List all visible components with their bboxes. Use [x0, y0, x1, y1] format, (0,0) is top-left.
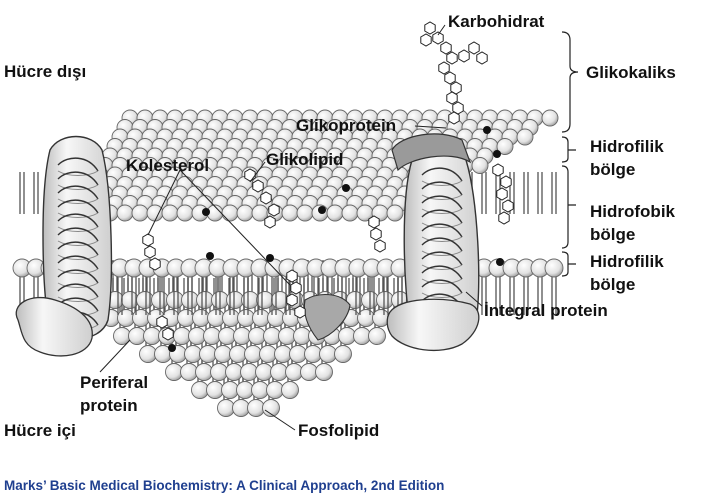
phospholipid-head — [226, 364, 243, 381]
phospholipid-head — [542, 110, 558, 126]
phospholipid-head — [200, 346, 217, 363]
phospholipid-head — [257, 292, 274, 309]
cholesterol-label: Kolesterol — [126, 156, 210, 175]
phospholipid-head — [237, 382, 254, 399]
phospholipid-head — [249, 328, 266, 345]
phospholipid-head — [241, 364, 258, 381]
phospholipid-head — [147, 205, 163, 221]
phospholipid-head — [279, 328, 296, 345]
phospholipid-head — [129, 328, 146, 345]
phospholipid-head — [282, 382, 299, 399]
phospholipid-head — [204, 328, 221, 345]
phospholipid-head — [275, 346, 292, 363]
phospholipid-head — [369, 328, 386, 345]
phospholipid-head — [248, 400, 265, 417]
phospholipid-head — [260, 346, 277, 363]
phospholipid-head — [282, 205, 298, 221]
dot-marker — [318, 206, 326, 214]
phospholipid-head — [335, 346, 352, 363]
phospholipid-head — [271, 364, 288, 381]
phospholipid-head — [237, 205, 253, 221]
glycolipid-label: Glikolipid — [266, 150, 344, 169]
phospholipid-head — [245, 346, 262, 363]
phospholipid-head — [182, 292, 199, 309]
phospholipid-head — [219, 328, 236, 345]
phospholipid-head — [144, 328, 161, 345]
phospholipid-head — [387, 205, 403, 221]
dot-marker — [342, 184, 350, 192]
phospholipid-head — [238, 310, 255, 327]
phospholipid-head — [140, 346, 157, 363]
phospholipid-head — [174, 328, 191, 345]
phospholipid-head — [162, 205, 178, 221]
phospholipid-head — [252, 382, 269, 399]
hydrophobic-label-line1: Hidrofobik — [590, 202, 675, 221]
phospholipid-head — [166, 364, 183, 381]
phospholipid-head — [193, 310, 210, 327]
phospholipid-head — [177, 205, 193, 221]
phospholipid-head — [297, 205, 313, 221]
dot-marker — [483, 126, 491, 134]
phospholipid-head — [305, 346, 322, 363]
phospholipid-head — [218, 400, 235, 417]
phospholipid-head — [230, 346, 247, 363]
phospholipid-head — [181, 364, 198, 381]
phospholipid-head — [301, 364, 318, 381]
hydrophilic-bottom-label-line2: bölge — [590, 275, 636, 294]
phospholipid-head — [233, 400, 250, 417]
phospholipid-head — [354, 328, 371, 345]
phospholipid-head — [132, 205, 148, 221]
phospholipid-head — [189, 328, 206, 345]
phospholipid-label: Fosfolipid — [298, 421, 380, 440]
dot-marker — [496, 258, 504, 266]
phospholipid-head — [117, 205, 133, 221]
glycoprotein-label: Glikoprotein — [296, 116, 397, 135]
source-caption: Marks’ Basic Medical Biochemistry: A Clinical Approach, 2nd Edition — [4, 478, 445, 493]
phospholipid-head — [545, 259, 563, 277]
phospholipid-head — [290, 346, 307, 363]
phospholipid-head — [377, 292, 394, 309]
phospholipid-head — [267, 382, 284, 399]
phospholipid-head — [185, 346, 202, 363]
phospholipid-head — [222, 382, 239, 399]
phospholipid-head — [167, 292, 184, 309]
phospholipid-head — [227, 292, 244, 309]
phospholipid-head — [211, 364, 228, 381]
phospholipid-head — [215, 346, 232, 363]
hydrophilic-top-label-line1: Hidrofilik — [590, 137, 664, 156]
phospholipid-head — [316, 364, 333, 381]
integral-protein-label: İntegral protein — [484, 301, 608, 320]
hydrophobic-label-line2: bölge — [590, 225, 636, 244]
phospholipid-head — [207, 382, 224, 399]
phospholipid-head — [234, 328, 251, 345]
carbohydrate-label: Karbohidrat — [448, 12, 545, 31]
phospholipid-head — [253, 310, 270, 327]
phospholipid-head — [133, 310, 150, 327]
hydrophilic-bottom-label-line1: Hidrofilik — [590, 252, 664, 271]
phospholipid-head — [286, 364, 303, 381]
extracellular-label: Hücre dışı — [4, 62, 87, 81]
dot-marker — [202, 208, 210, 216]
phospholipid-head — [137, 292, 154, 309]
dot-marker — [493, 150, 501, 158]
phospholipid-head — [256, 364, 273, 381]
phospholipid-head — [223, 310, 240, 327]
intracellular-label: Hücre içi — [4, 421, 76, 440]
phospholipid-head — [197, 292, 214, 309]
phospholipid-head — [222, 205, 238, 221]
phospholipid-head — [327, 205, 343, 221]
phospholipid-head — [339, 328, 356, 345]
hydrophilic-top-label-line2: bölge — [590, 160, 636, 179]
phospholipid-head — [472, 158, 488, 174]
dot-marker — [168, 344, 176, 352]
phospholipid-head — [192, 382, 209, 399]
phospholipid-head — [342, 205, 358, 221]
peripheral-protein-label-line2: protein — [80, 396, 138, 415]
region-brackets — [562, 32, 578, 276]
dot-marker — [206, 252, 214, 260]
glycocalyx-label: Glikokaliks — [586, 63, 676, 82]
phospholipid-head — [264, 328, 281, 345]
phospholipid-head — [517, 129, 533, 145]
peripheral-protein-label-line1: Periferal — [80, 373, 149, 392]
phospholipid-head — [294, 328, 311, 345]
phospholipid-head — [320, 346, 337, 363]
phospholipid-head — [196, 364, 213, 381]
